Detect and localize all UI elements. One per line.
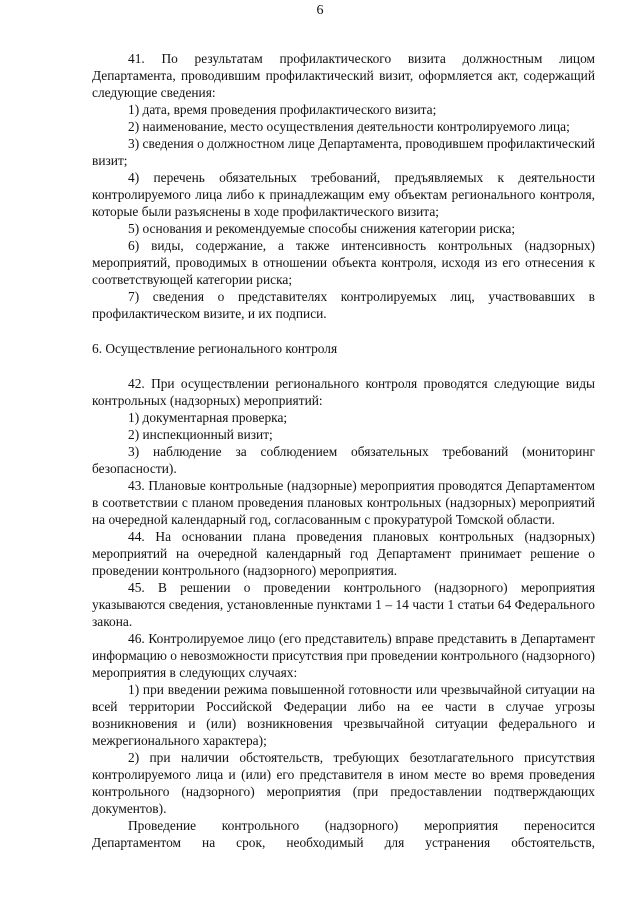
list-item: 3) сведения о должностном лице Департамента, проводившем профилактический визит; <box>92 136 595 168</box>
list-item: 1) при введении режима повышенной готовности или чрезвычайной ситуации на всей территории Российской Федерации либо на ее части в случае угрозы возникновения и (или) возникновения чрезвычайной ситуации федерального и межрегионального характера); <box>92 682 595 748</box>
list-item: 3) наблюдение за соблюдением обязательных требований (мониторинг безопасности). <box>92 444 595 476</box>
page-number: 6 <box>316 3 324 18</box>
list-item: 2) инспекционный визит; <box>128 427 273 442</box>
paragraph: 42. При осуществлении регионального контроля проводятся следующие виды контрольных (надзорных) мероприятий: <box>92 376 595 408</box>
list-item: 2) наименование, место осуществления деятельности контролируемого лица; <box>128 119 570 134</box>
list-item: 6) виды, содержание, а также интенсивность контрольных (надзорных) мероприятий, проводимых в отношении объекта контроля, исходя из его отнесения к соответствующей категории риска; <box>92 238 595 287</box>
list-item: 4) перечень обязательных требований, предъявляемых к деятельности контролируемого лица либо к принадлежащим ему объектам регионального контроля, которые были разъяснены в ходе профилактического визита; <box>92 170 595 219</box>
list-item: 2) при наличии обстоятельств, требующих безотлагательного присутствия контролируемого лица и (или) его представителя в ином месте во время проведения контрольного (надзорного) мероприятия (при предоставлении подтверждающих документов). <box>92 750 595 816</box>
paragraph: 41. По результатам профилактического визита должностным лицом Департамента, проводившим профилактический визит, оформляется акт, содержащий следующие сведения: <box>92 51 595 100</box>
list-item: 1) документарная проверка; <box>128 410 288 425</box>
list-item: 1) дата, время проведения профилактического визита; <box>128 102 437 117</box>
list-item: 5) основания и рекомендуемые способы снижения категории риска; <box>128 221 516 236</box>
paragraph: 43. Плановые контрольные (надзорные) мероприятия проводятся Департаментом в соответствии с планом проведения плановых контрольных (надзорных) мероприятий на очередной календарный год, согласованным с прокуратурой Томской области. <box>92 478 595 527</box>
section-heading: 6. Осуществление регионального контроля <box>92 341 338 356</box>
paragraph: 44. На основании плана проведения плановых контрольных (надзорных) мероприятий на очередной календарный год Департамент принимает решение о проведении контрольного (надзорного) мероприятия. <box>92 529 595 578</box>
document-body <box>92 50 595 851</box>
paragraph: Проведение контрольного (надзорного) мероприятия переносится Департаментом на срок, необходимый для устранения обстоятельств, <box>92 818 595 850</box>
paragraph: 46. Контролируемое лицо (его представитель) вправе представить в Департамент информацию о невозможности присутствия при проведении контрольного (надзорного) мероприятия в следующих случаях: <box>92 631 595 680</box>
list-item: 7) сведения о представителях контролируемых лиц, участвовавших в профилактическом визите, и их подписи. <box>92 289 595 321</box>
paragraph: 45. В решении о проведении контрольного (надзорного) мероприятия указываются сведения, установленные пунктами 1 – 14 части 1 статьи 64 Федерального закона. <box>92 580 595 629</box>
